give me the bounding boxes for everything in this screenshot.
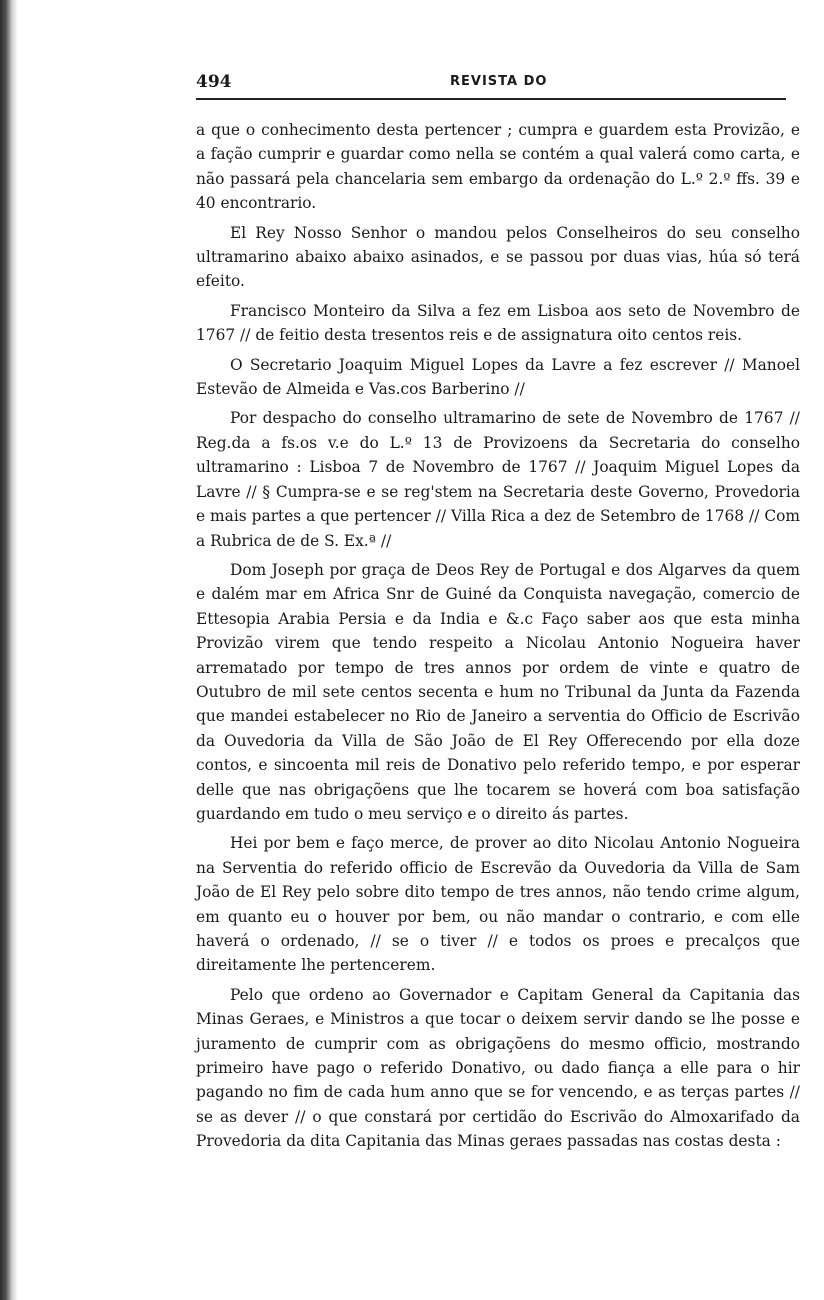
paragraph-7: Hei por bem e faço merce, de prover ao dito Nicolau Antonio Nogueira na Serventia do referido officio de Escrevão da Ouvedoria da Villa de Sam João de El Rey pelo sobre dito tempo de tres annos, não tendo crime algum, em quanto eu o houver por bem, ou não mandar o contrario, e com elle haverá o ordenado, // se o tiver // e todos os proes e precalços que direitamente lhe pertencerem.	[196, 834, 800, 975]
paragraph-3: Francisco Monteiro da Silva a fez em Lisboa aos seto de Novembro de 1767 // de feitio desta tresentos reis e de assignatura oito centos reis.	[196, 301, 800, 345]
page-number: 494	[196, 72, 232, 92]
body-text	[196, 118, 800, 1159]
book-binding-edge	[0, 0, 18, 1300]
page-header	[196, 72, 786, 96]
paragraph-5: Por despacho do conselho ultramarino de sete de Novembro de 1767 // Reg.da a fs.os v.e do L.º 13 de Provizoens da Secretaria do conselho ultramarino : Lisboa 7 de Novembro de 1767 // Joaquim Miguel Lopes da Lavre // § Cumpra-se e se reg'stem na Secretaria deste Governo, Provedoria e mais partes a que pertencer // Villa Rica a dez de Setembro de 1768 // Com a Rubrica de de S. Ex.ª //	[196, 409, 800, 550]
running-head: REVISTA DO	[450, 74, 548, 89]
paragraph-6: Dom Joseph por graça de Deos Rey de Portugal e dos Algarves da quem e dalém mar em Africa Snr de Guiné da Conquista navegação, comercio de Ettesopia Arabia Persia e da India e &.c Faço saber aos que esta minha Provizão virem que tendo respeito a Nicolau Antonio Nogueira haver arrematado por tempo de tres annos por ordem de vinte e quatro de Outubro de mil sete centos secenta e hum no Tribunal da Junta da Fazenda que mandei estabelecer no Rio de Janeiro a serventia do Officio de Escrivão da Ouvedoria da Villa de São João de El Rey Offerecendo por ella doze contos, e sincoenta mil reis de Donativo pelo referido tempo, e por esperar delle que nas obrigaçõens que lhe tocarem se hoverá com boa satisfação guardando em tudo o meu serviço e o direito ás partes.	[196, 560, 800, 823]
paragraph-8: Pelo que ordeno ao Governador e Capitam General da Capitania das Minas Geraes, e Ministros a que tocar o deixem servir dando se lhe posse e juramento de cumprir com as obrigaçõens do mesmo officio, mostrando primeiro have pago o referido Donativo, ou dado fiança a elle para o hir pagando no fim de cada hum anno que se for vencendo, e as terças partes // se as dever // o que constará por certidão do Escrivão do Almoxarifado da Provedoria da dita Capitania das Minas geraes passadas nas costas desta :	[196, 985, 800, 1151]
header-rule	[196, 98, 786, 100]
paragraph-1: a que o conhecimento desta pertencer ; cumpra e guardem esta Provizão, e a fação cumprir e guardar como nella se contém a qual valerá como carta, e não passará pela chancelaria sem embargo da ordenação do L.º 2.º ffs. 39 e 40 encontrario.	[196, 121, 800, 213]
paragraph-2: El Rey Nosso Senhor o mandou pelos Conselheiros do seu conselho ultramarino abaixo abaixo asinados, e se passou por duas vias, húa só terá efeito.	[196, 223, 800, 291]
paragraph-4: O Secretario Joaquim Miguel Lopes da Lavre a fez escrever // Manoel Estevão de Almeida e Vas.cos Barberino //	[196, 355, 800, 399]
